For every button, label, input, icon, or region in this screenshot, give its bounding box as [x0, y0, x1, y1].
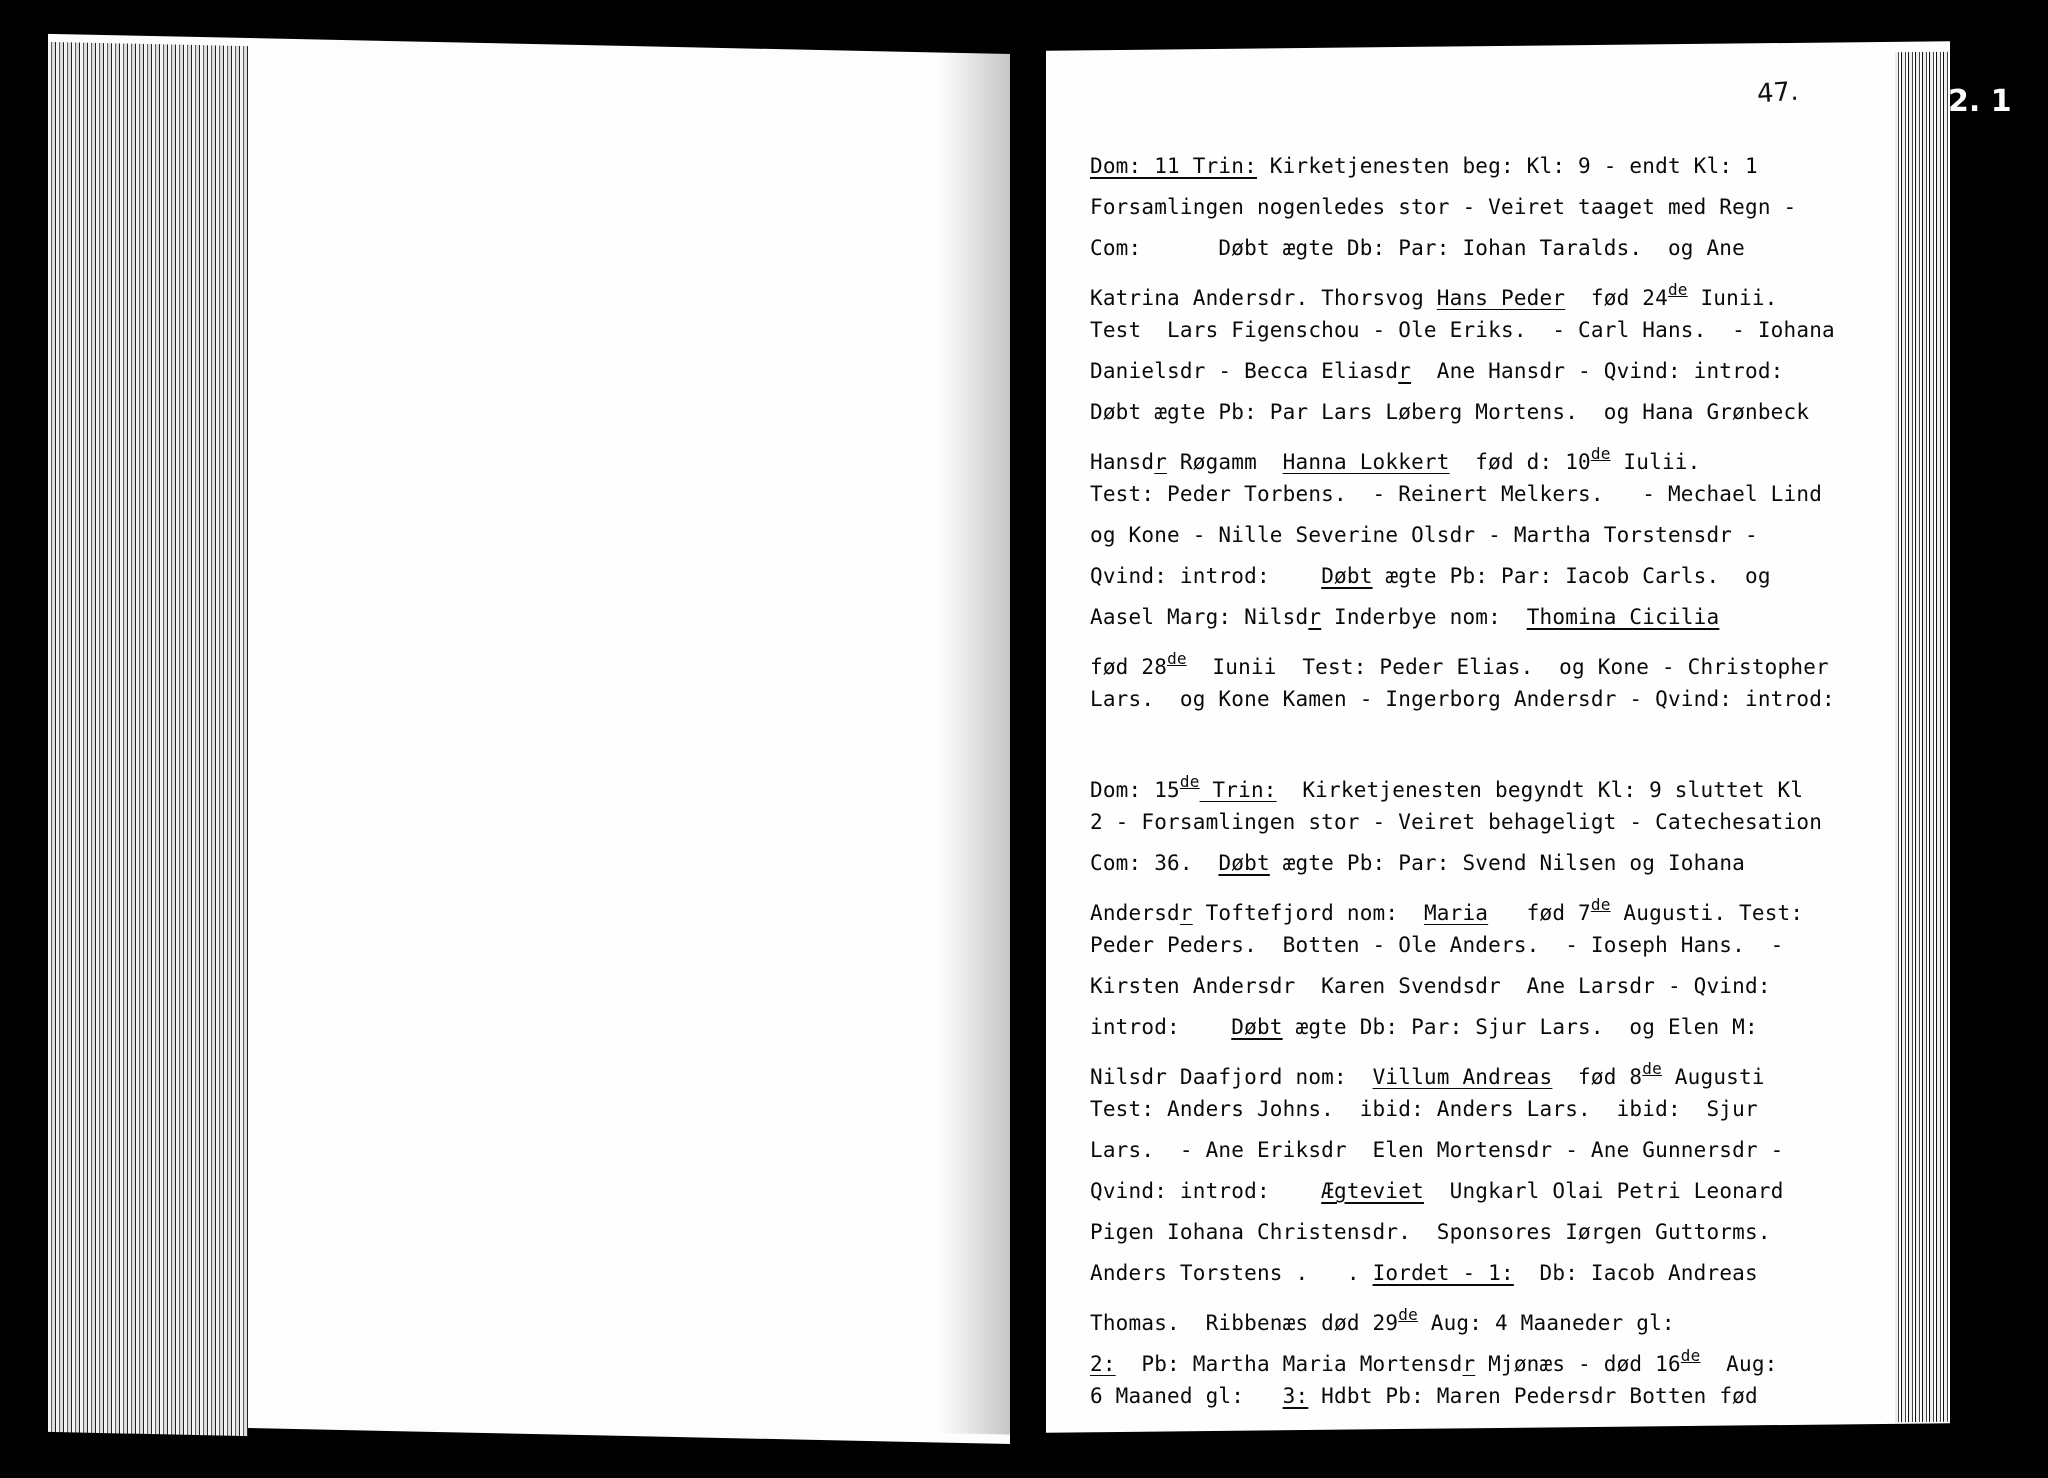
register-line: [1090, 1048, 1950, 1089]
text-segment: Thomas. Ribbenæs død 29: [1090, 1311, 1399, 1335]
text-segment: fød 24: [1565, 286, 1668, 310]
text-segment: Peder Peders. Botten - Ole Anders. - Ioseph Hans. -: [1090, 933, 1784, 957]
register-line: [1090, 228, 1950, 269]
text-segment: fød 28: [1090, 655, 1168, 679]
underlined-text: r: [1154, 450, 1168, 474]
text-segment: Hansd: [1090, 450, 1155, 474]
text-segment: Dom: 15: [1090, 778, 1180, 802]
text-segment: Andersd: [1090, 901, 1180, 925]
register-line: [1090, 310, 1950, 351]
register-line: [1090, 433, 1950, 474]
text-segment: fød 8: [1552, 1065, 1643, 1089]
text-segment: Augusti. Test:: [1610, 901, 1804, 925]
register-line: [1090, 269, 1950, 310]
text-segment: Com: 36.: [1090, 851, 1219, 875]
text-segment: Pb: Martha Maria Mortensd: [1115, 1352, 1463, 1376]
text-segment: Lars. og Kone Kamen - Ingerborg Andersdr - Qvind: introd:: [1090, 687, 1835, 711]
text-segment: Qvind: introd:: [1090, 1179, 1322, 1203]
left-page-edges: [48, 42, 248, 1436]
corner-number: 2. 1: [1948, 84, 2012, 119]
underlined-text: Døbt: [1231, 1015, 1283, 1039]
book-gutter: [1010, 30, 1046, 1450]
register-line: [1090, 1253, 1950, 1294]
text-segment: Iulii.: [1610, 450, 1701, 474]
text-segment: Iunii.: [1687, 286, 1778, 310]
register-line: [1090, 515, 1950, 556]
register-line: [1090, 1007, 1950, 1048]
register-line: [1090, 843, 1950, 884]
text-segment: Com: Døbt ægte Db: Par: Iohan Taralds. og Ane: [1090, 236, 1745, 260]
superscript: de: [1667, 280, 1688, 299]
text-segment: Kirketjenesten beg: Kl: 9 - endt Kl: 1: [1256, 154, 1758, 178]
text-segment: Aasel Marg: Nilsd: [1090, 605, 1309, 629]
register-line: [1090, 1376, 1950, 1417]
register-line: [1090, 392, 1950, 433]
text-segment: Pigen Iohana Christensdr. Sponsores Iørgen Guttorms.: [1090, 1220, 1771, 1244]
underlined-text: Døbt: [1321, 564, 1373, 588]
underlined-text: 3:: [1282, 1384, 1309, 1408]
text-segment: ægte Pb: Par: Iacob Carls. og: [1372, 564, 1771, 588]
text-segment: Kirsten Andersdr Karen Svendsdr Ane Larsdr - Qvind:: [1090, 974, 1771, 998]
underlined-text: r: [1398, 359, 1412, 383]
text-segment: ægte Db: Par: Sjur Lars. og Elen M:: [1282, 1015, 1758, 1039]
text-segment: Anders Torstens . .: [1090, 1261, 1373, 1285]
text-segment: 2 - Forsamlingen stor - Veiret behageligt - Catechesation: [1090, 810, 1823, 834]
underlined-text: r: [1462, 1352, 1476, 1376]
text-segment: Danielsdr - Becca Eliasd: [1090, 359, 1399, 383]
superscript: de: [1680, 1346, 1701, 1365]
text-segment: Lars. - Ane Eriksdr Elen Mortensdr - Ane Gunnersdr -: [1090, 1138, 1784, 1162]
text-segment: Katrina Andersdr. Thorsvog: [1090, 286, 1437, 310]
underlined-text: Dom: 11 Trin:: [1090, 154, 1257, 178]
superscript: de: [1642, 1059, 1662, 1078]
text-segment: Test Lars Figenschou - Ole Eriks. - Carl Hans. - Iohana: [1090, 318, 1835, 342]
text-segment: Nilsdr Daafjord nom:: [1090, 1065, 1373, 1089]
underlined-text: Ægteviet: [1321, 1179, 1424, 1203]
text-segment: Test: Anders Johns. ibid: Anders Lars. ibid: Sjur: [1090, 1097, 1758, 1121]
register-line: [1090, 1212, 1950, 1253]
text-segment: fød 7: [1488, 901, 1591, 925]
text-segment: Iunii Test: Peder Elias. og Kone - Christopher: [1186, 655, 1829, 679]
text-segment: Aug: 4 Maaneder gl:: [1417, 1311, 1675, 1335]
register-line: [1090, 720, 1950, 761]
superscript: de: [1398, 1305, 1418, 1324]
underlined-text: r: [1308, 605, 1322, 629]
underlined-text: Villum Andreas: [1372, 1065, 1553, 1089]
register-line: [1090, 1294, 1950, 1335]
underlined-text: Thomina Cicilia: [1526, 605, 1720, 629]
text-segment: 6 Maaned gl:: [1090, 1384, 1283, 1408]
text-segment: fød d: 10: [1449, 450, 1591, 474]
underlined-text: Iordet - 1:: [1372, 1261, 1514, 1285]
text-segment: Test: Peder Torbens. - Reinert Melkers. - Mechael Lind: [1090, 482, 1823, 506]
register-text: [1090, 146, 1950, 1417]
underlined-text: 2:: [1090, 1352, 1116, 1376]
register-line: [1090, 597, 1950, 638]
text-segment: Ungkarl Olai Petri Leonard: [1423, 1179, 1784, 1203]
superscript: de: [1590, 895, 1611, 914]
page-number: 47.: [1756, 76, 1800, 110]
register-line: [1090, 1171, 1950, 1212]
register-line: [1090, 966, 1950, 1007]
text-segment: Augusti: [1661, 1065, 1765, 1089]
register-line: [1090, 556, 1950, 597]
underlined-text: Hans Peder: [1436, 286, 1566, 310]
underlined-text: Døbt: [1218, 851, 1270, 875]
register-line: [1090, 146, 1950, 187]
underlined-text: Trin:: [1199, 778, 1277, 802]
text-segment: Qvind: introd:: [1090, 564, 1322, 588]
text-segment: Forsamlingen nogenledes stor - Veiret taaget med Regn -: [1090, 195, 1797, 219]
underlined-text: r: [1179, 901, 1193, 925]
text-segment: Ane Hansdr - Qvind: introd:: [1411, 359, 1784, 383]
text-segment: Røgamm: [1167, 450, 1283, 474]
register-line: [1090, 638, 1950, 679]
register-line: [1090, 351, 1950, 392]
superscript: de: [1167, 649, 1187, 668]
register-line: [1090, 1335, 1950, 1376]
text-segment: Kirketjenesten begyndt Kl: 9 sluttet Kl: [1276, 778, 1804, 802]
text-segment: Døbt ægte Pb: Par Lars Løberg Mortens. og Hana Grønbeck: [1090, 400, 1810, 424]
text-segment: Hdbt Pb: Maren Pedersdr Botten fød: [1308, 1384, 1758, 1408]
text-segment: Toftefjord nom:: [1192, 901, 1424, 925]
register-line: [1090, 884, 1950, 925]
register-line: [1090, 761, 1950, 802]
text-segment: Inderbye nom:: [1321, 605, 1527, 629]
register-line: [1090, 1089, 1950, 1130]
text-segment: og Kone - Nille Severine Olsdr - Martha Torstensdr -: [1090, 523, 1758, 547]
register-line: [1090, 187, 1950, 228]
underlined-text: Maria: [1423, 901, 1489, 925]
register-line: [1090, 802, 1950, 843]
underlined-text: Hanna Lokkert: [1282, 450, 1450, 474]
text-segment: Aug:: [1700, 1352, 1778, 1376]
left-page-shadow: [940, 43, 1020, 1435]
text-segment: Db: Iacob Andreas: [1513, 1261, 1758, 1285]
superscript: de: [1179, 772, 1200, 791]
register-line: [1090, 925, 1950, 966]
text-segment: ægte Pb: Par: Svend Nilsen og Iohana: [1269, 851, 1746, 875]
text-segment: introd:: [1090, 1015, 1232, 1039]
register-line: [1090, 474, 1950, 515]
register-line: [1090, 679, 1950, 720]
superscript: de: [1590, 444, 1611, 463]
register-line: [1090, 1130, 1950, 1171]
text-segment: Mjønæs - død 16: [1475, 1352, 1681, 1376]
